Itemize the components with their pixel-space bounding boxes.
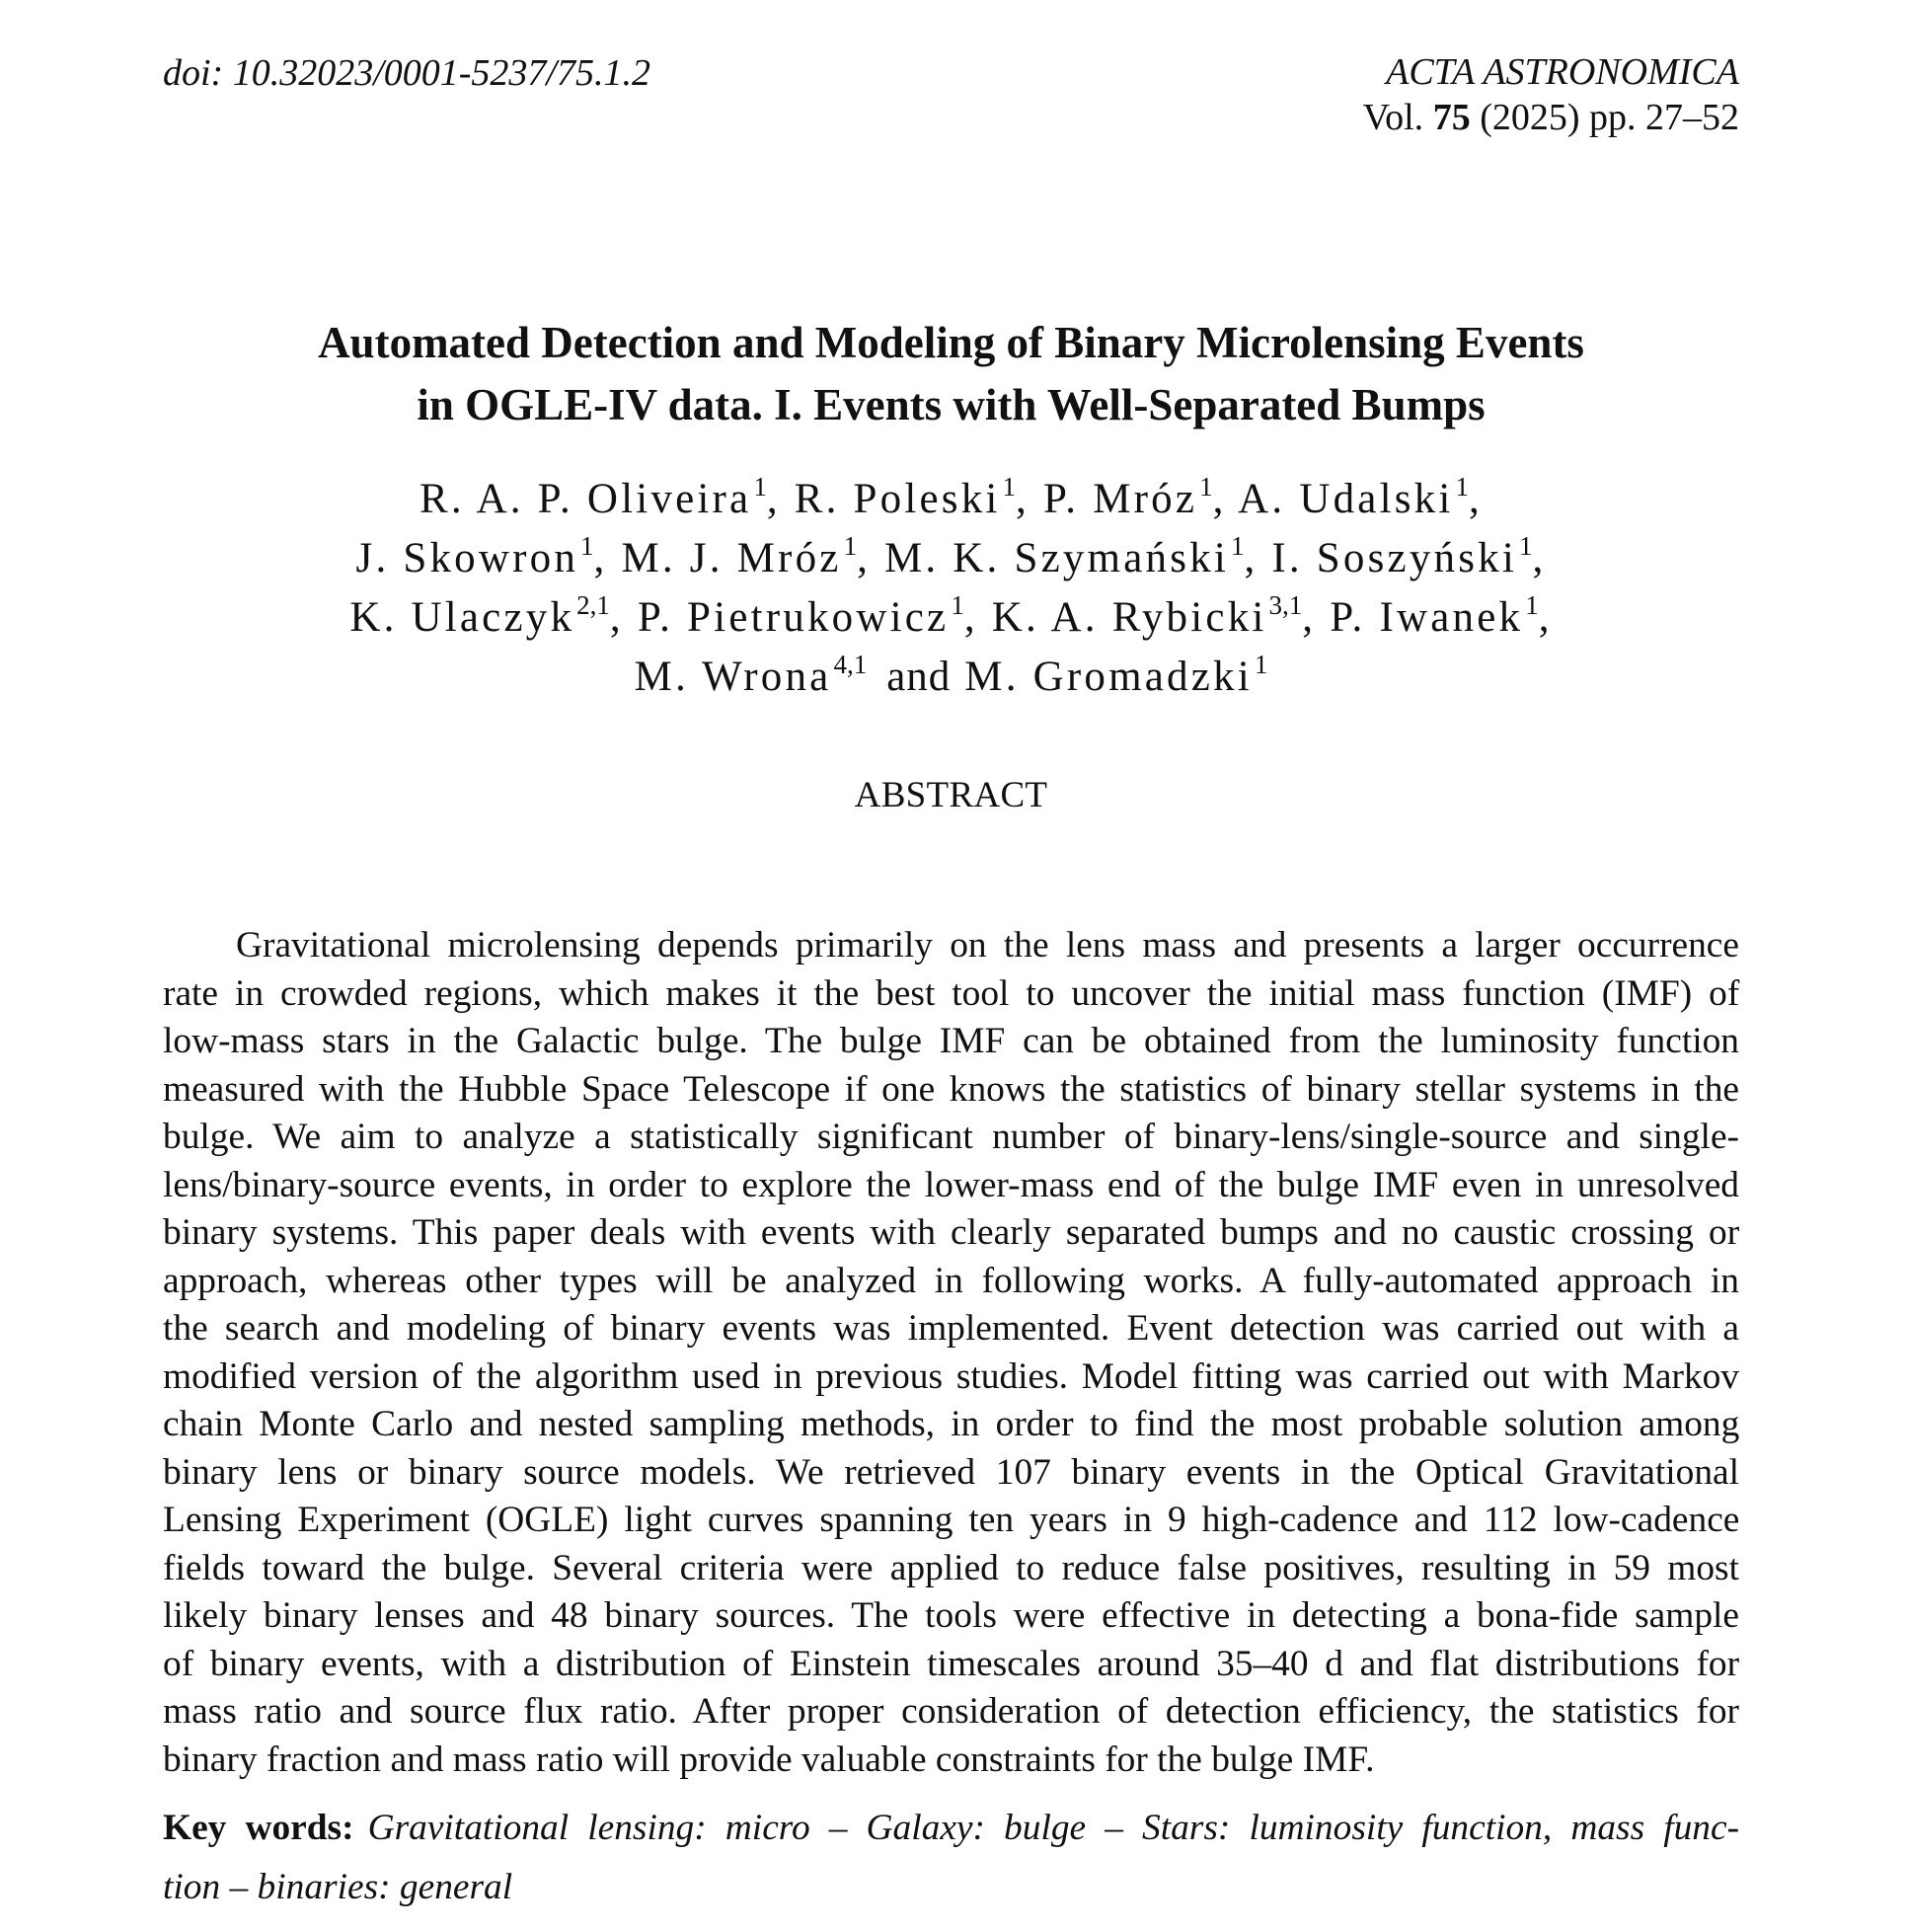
paper-title (163, 312, 1739, 436)
abstract-line: Gravitational microlensing depends primarily on the lens mass and presents a larger occurrence (236, 925, 1739, 966)
author: M. Gromadzki$^1$ (964, 650, 1268, 700)
author: A. Udalski$^1$ (1238, 472, 1469, 522)
abstract-body (163, 922, 1739, 1784)
author: K. A. Rybicki$^{3,1}$ (991, 590, 1303, 641)
author: J. Skowron$^1$ (355, 531, 594, 581)
author-line: K. Ulaczyk$^{2,1}$, P. Pietrukowicz$^1$, K. A. Rybicki$^{3,1}$, P. Iwanek$^1$, (349, 590, 1553, 641)
keywords-label: Key words: (163, 1808, 354, 1848)
abstract-line: fields toward the bulge. Several criteria were applied to reduce false positives, resulting in 59 most (163, 1547, 1739, 1588)
author: P. Mróz$^1$ (1042, 472, 1213, 522)
author: M. Wrona$^{4,1}$ (634, 650, 868, 700)
author-line: R. A. P. Oliveira$^1$, R. Poleski$^1$, P. Mróz$^1$, A. Udalski$^1$, (420, 472, 1483, 522)
abstract-line: approach, whereas other types will be analyzed in following works. A fully-automated approach in (163, 1260, 1739, 1301)
affiliation-mark: 1 (580, 531, 594, 561)
abstract-line: likely binary lenses and 48 binary sources. The tools were effective in detecting a bona-fide sample (163, 1595, 1739, 1636)
doi-link[interactable]: doi: 10.32023/0001-5237/75.1.2 (163, 52, 650, 94)
author: R. Poleski$^1$ (794, 472, 1017, 522)
abstract-heading: ABSTRACT (854, 775, 1048, 815)
author-line: J. Skowron$^1$, M. J. Mróz$^1$, M. K. Szymański$^1$, I. Soszyński$^1$, (355, 531, 1547, 581)
abstract-line: mass ratio and source flux ratio. After proper consideration of detection efficiency, the statistics for (163, 1691, 1739, 1732)
title-line: in OGLE-IV data. I. Events with Well-Separated Bumps (417, 380, 1486, 429)
title-line: Automated Detection and Modeling of Binary Microlensing Events (318, 318, 1584, 367)
keywords-text: Gravitational lensing: micro – Galaxy: bulge – Stars: luminosity function, mass func- (367, 1808, 1740, 1848)
keywords-section (163, 1799, 1739, 1917)
volume-prefix: Vol. (1362, 97, 1424, 138)
author: K. Ulaczyk$^{2,1}$ (349, 590, 610, 641)
journal-info (1363, 49, 1739, 140)
abstract-line: lens/binary-source events, in order to explore the lower-mass end of the bulge IMF even in unresolved (163, 1164, 1739, 1205)
keywords-text: tion – binaries: general (163, 1867, 513, 1907)
volume-pages: (2025) pp. 27–52 (1480, 97, 1739, 138)
volume-info (1363, 95, 1739, 140)
affiliation-mark: 1 (1519, 531, 1533, 561)
author: M. J. Mróz$^1$ (621, 531, 858, 581)
affiliation-mark: 3,1 (1268, 590, 1303, 620)
keywords-line (163, 1799, 1739, 1858)
author-conjunction: and (886, 654, 952, 700)
abstract-line: low-mass stars in the Galactic bulge. The bulge IMF can be obtained from the luminosity function (163, 1021, 1739, 1061)
affiliation-mark: 4,1 (833, 650, 868, 679)
abstract-line: binary systems. This paper deals with events with clearly separated bumps and no caustic crossing or (163, 1212, 1740, 1253)
affiliation-mark: 1 (1199, 472, 1213, 502)
author-line (163, 650, 1739, 709)
abstract-line: rate in crowded regions, which makes it the best tool to uncover the initial mass function (IMF) of (163, 972, 1740, 1014)
abstract-line: modified version of the algorithm used in previous studies. Model fitting was carried out with Markov (163, 1355, 1739, 1397)
author: P. Iwanek$^1$ (1330, 590, 1539, 641)
affiliation-mark: 1 (1525, 590, 1539, 620)
affiliation-mark: 1 (753, 472, 767, 502)
affiliation-mark: 2,1 (576, 590, 610, 620)
affiliation-mark: 1 (1002, 472, 1017, 502)
abstract-line: binary fraction and mass ratio will provide valuable constraints for the bulge IMF. (163, 1739, 1375, 1780)
affiliation-mark: 1 (951, 590, 964, 620)
volume-number: 75 (1432, 97, 1471, 138)
affiliation-mark: 1 (1230, 531, 1245, 561)
author: R. A. P. Oliveira$^1$ (420, 472, 767, 522)
abstract-line: chain Monte Carlo and nested sampling methods, in order to find the most probable solution among (163, 1404, 1740, 1444)
author-list (163, 472, 1739, 709)
affiliation-mark: 1 (843, 531, 858, 561)
abstract-line: measured with the Hubble Space Telescope if one knows the statistics of binary stellar systems in the (163, 1068, 1739, 1110)
abstract-line: bulge. We aim to analyze a statistically significant number of binary-lens/single-source and single- (163, 1117, 1739, 1157)
author: P. Pietrukowicz$^1$ (637, 590, 964, 641)
abstract-line: of binary events, with a distribution of Einstein timescales around 35–40 d and flat distributions for (163, 1643, 1740, 1684)
affiliation-mark: 1 (1254, 650, 1268, 679)
keywords-line (163, 1858, 1739, 1917)
page-header (163, 43, 1739, 152)
abstract-line: Lensing Experiment (OGLE) light curves spanning ten years in 9 high-cadence and 112 low-cadence (163, 1500, 1740, 1540)
author: M. K. Szymański$^1$ (883, 531, 1245, 581)
author: I. Soszyński$^1$ (1271, 531, 1533, 581)
journal-name: ACTA ASTRONOMICA (1386, 51, 1739, 93)
abstract-line: binary lens or binary source models. We retrieved 107 binary events in the Optical Gravitational (163, 1451, 1739, 1493)
affiliation-mark: 1 (1455, 472, 1469, 502)
abstract-line: the search and modeling of binary events was implemented. Event detection was carried out with a (163, 1308, 1739, 1349)
